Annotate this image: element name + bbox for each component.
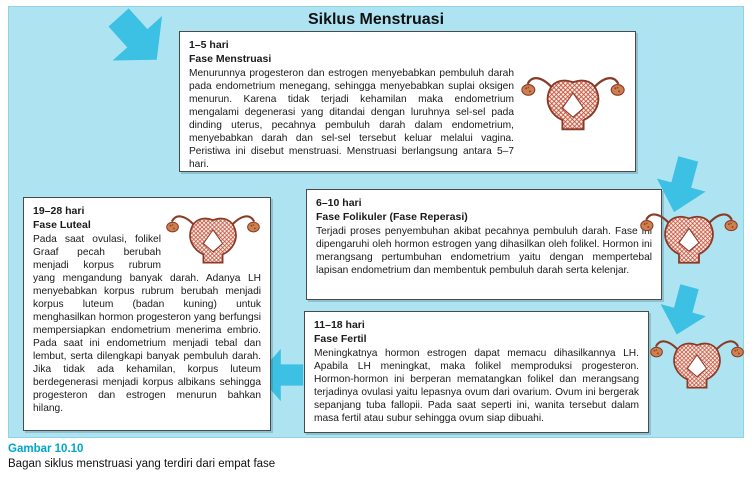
phase-period: 6–10 hari — [316, 197, 362, 209]
phase-name: Fase Fertil — [314, 332, 367, 345]
uterus-illustration-icon — [165, 205, 261, 271]
figure-caption-label: Gambar 10.10 — [8, 443, 84, 455]
phase-description: Menurunnya progesteron dan estrogen menyebabkan pembuluh darah pada endometrium menegang, sehingga menyebabkan suplai oksigen menurun. Karena tidak terjadi kehamilan maka endometrium mengalami degenerasi yang ditandai dengan luruhnya sel-sel pada dinding uterus, pecahnya pembuluh darah dalam endometrium, menyebabkan darah dan sel-sel tersebut keluar melalui vagina. Peristiwa ini disebut menstruasi. Menstruasi berlangsung antara 5–7 hari. — [189, 68, 514, 170]
phase-name: Fase Luteal — [33, 218, 91, 231]
phase-description: Meningkatnya hormon estrogen dapat memacu dihasilkannya LH. Apabila LH meningkat, maka folikel memproduksi progesteron. Hormon-hormon ini berperan mematangkan folikel dan merangsang terjadinya ovulasi yaitu lepasnya ovum dari ovarium. Ovum ini bergerak sepanjang tuba fallopii. Pada saat seperti ini, wanita tersebut dalam masa fertil atau subur sehingga ovum siap dibuahi. — [314, 348, 639, 425]
diagram-title: Siklus Menstruasi — [307, 11, 445, 28]
diagram-panel — [8, 6, 744, 438]
phase-period: 11–18 hari — [314, 319, 365, 331]
phase-box-folikuler — [306, 189, 662, 300]
phase-period: 19–28 hari — [33, 205, 85, 217]
phase-box-fertil — [304, 311, 649, 433]
figure-caption — [8, 443, 275, 470]
phase-name: Fase Menstruasi — [189, 52, 272, 65]
phase-box-luteal — [23, 197, 271, 431]
phase-description: Terjadi proses penyembuhan akibat pecahnya pembuluh darah. Fase ini dipengaruhi oleh hormon estrogen yang dihasilkan oleh folikel. Hormon ini merangsang pertumbuhan endometrium yaitu dengan mempertebal lapisan endometrium dan membentuk pembuluh darah serta kelenjar. — [316, 226, 652, 277]
phase-description: Pada saat ovulasi, folikel Graaf pecah berubah menjadi korpus rubrum yang mengandung banyak darah. Adanya LH menyebabkan korpus rubrum berubah menjadi korpus luteum (badan kuning) untuk menghasilkan hormon progesteron yang berfungsi mempersiapkan endometrium menerima embrio. Pada saat ini endometrium menjadi tebal dan lembut, serta dilengkapi banyak pembuluh darah. Jika tidak ada kehamilan, korpus luteum berdegenerasi menjadi korpus albikans sehingga progesteron dan estrogen menurun bahkan hilang. — [33, 234, 261, 414]
uterus-illustration-icon — [520, 65, 626, 139]
phase-name: Fase Folikuler (Fase Reperasi) — [316, 210, 468, 223]
phase-box-menstruasi-text — [189, 39, 514, 170]
phase-period: 1–5 hari — [189, 39, 229, 51]
uterus-illustration-icon — [649, 329, 745, 397]
uterus-illustration-icon — [639, 202, 739, 272]
phase-box-menstruasi — [179, 31, 636, 172]
figure-caption-text: Bagan siklus menstruasi yang terdiri dari empat fase — [8, 458, 276, 470]
